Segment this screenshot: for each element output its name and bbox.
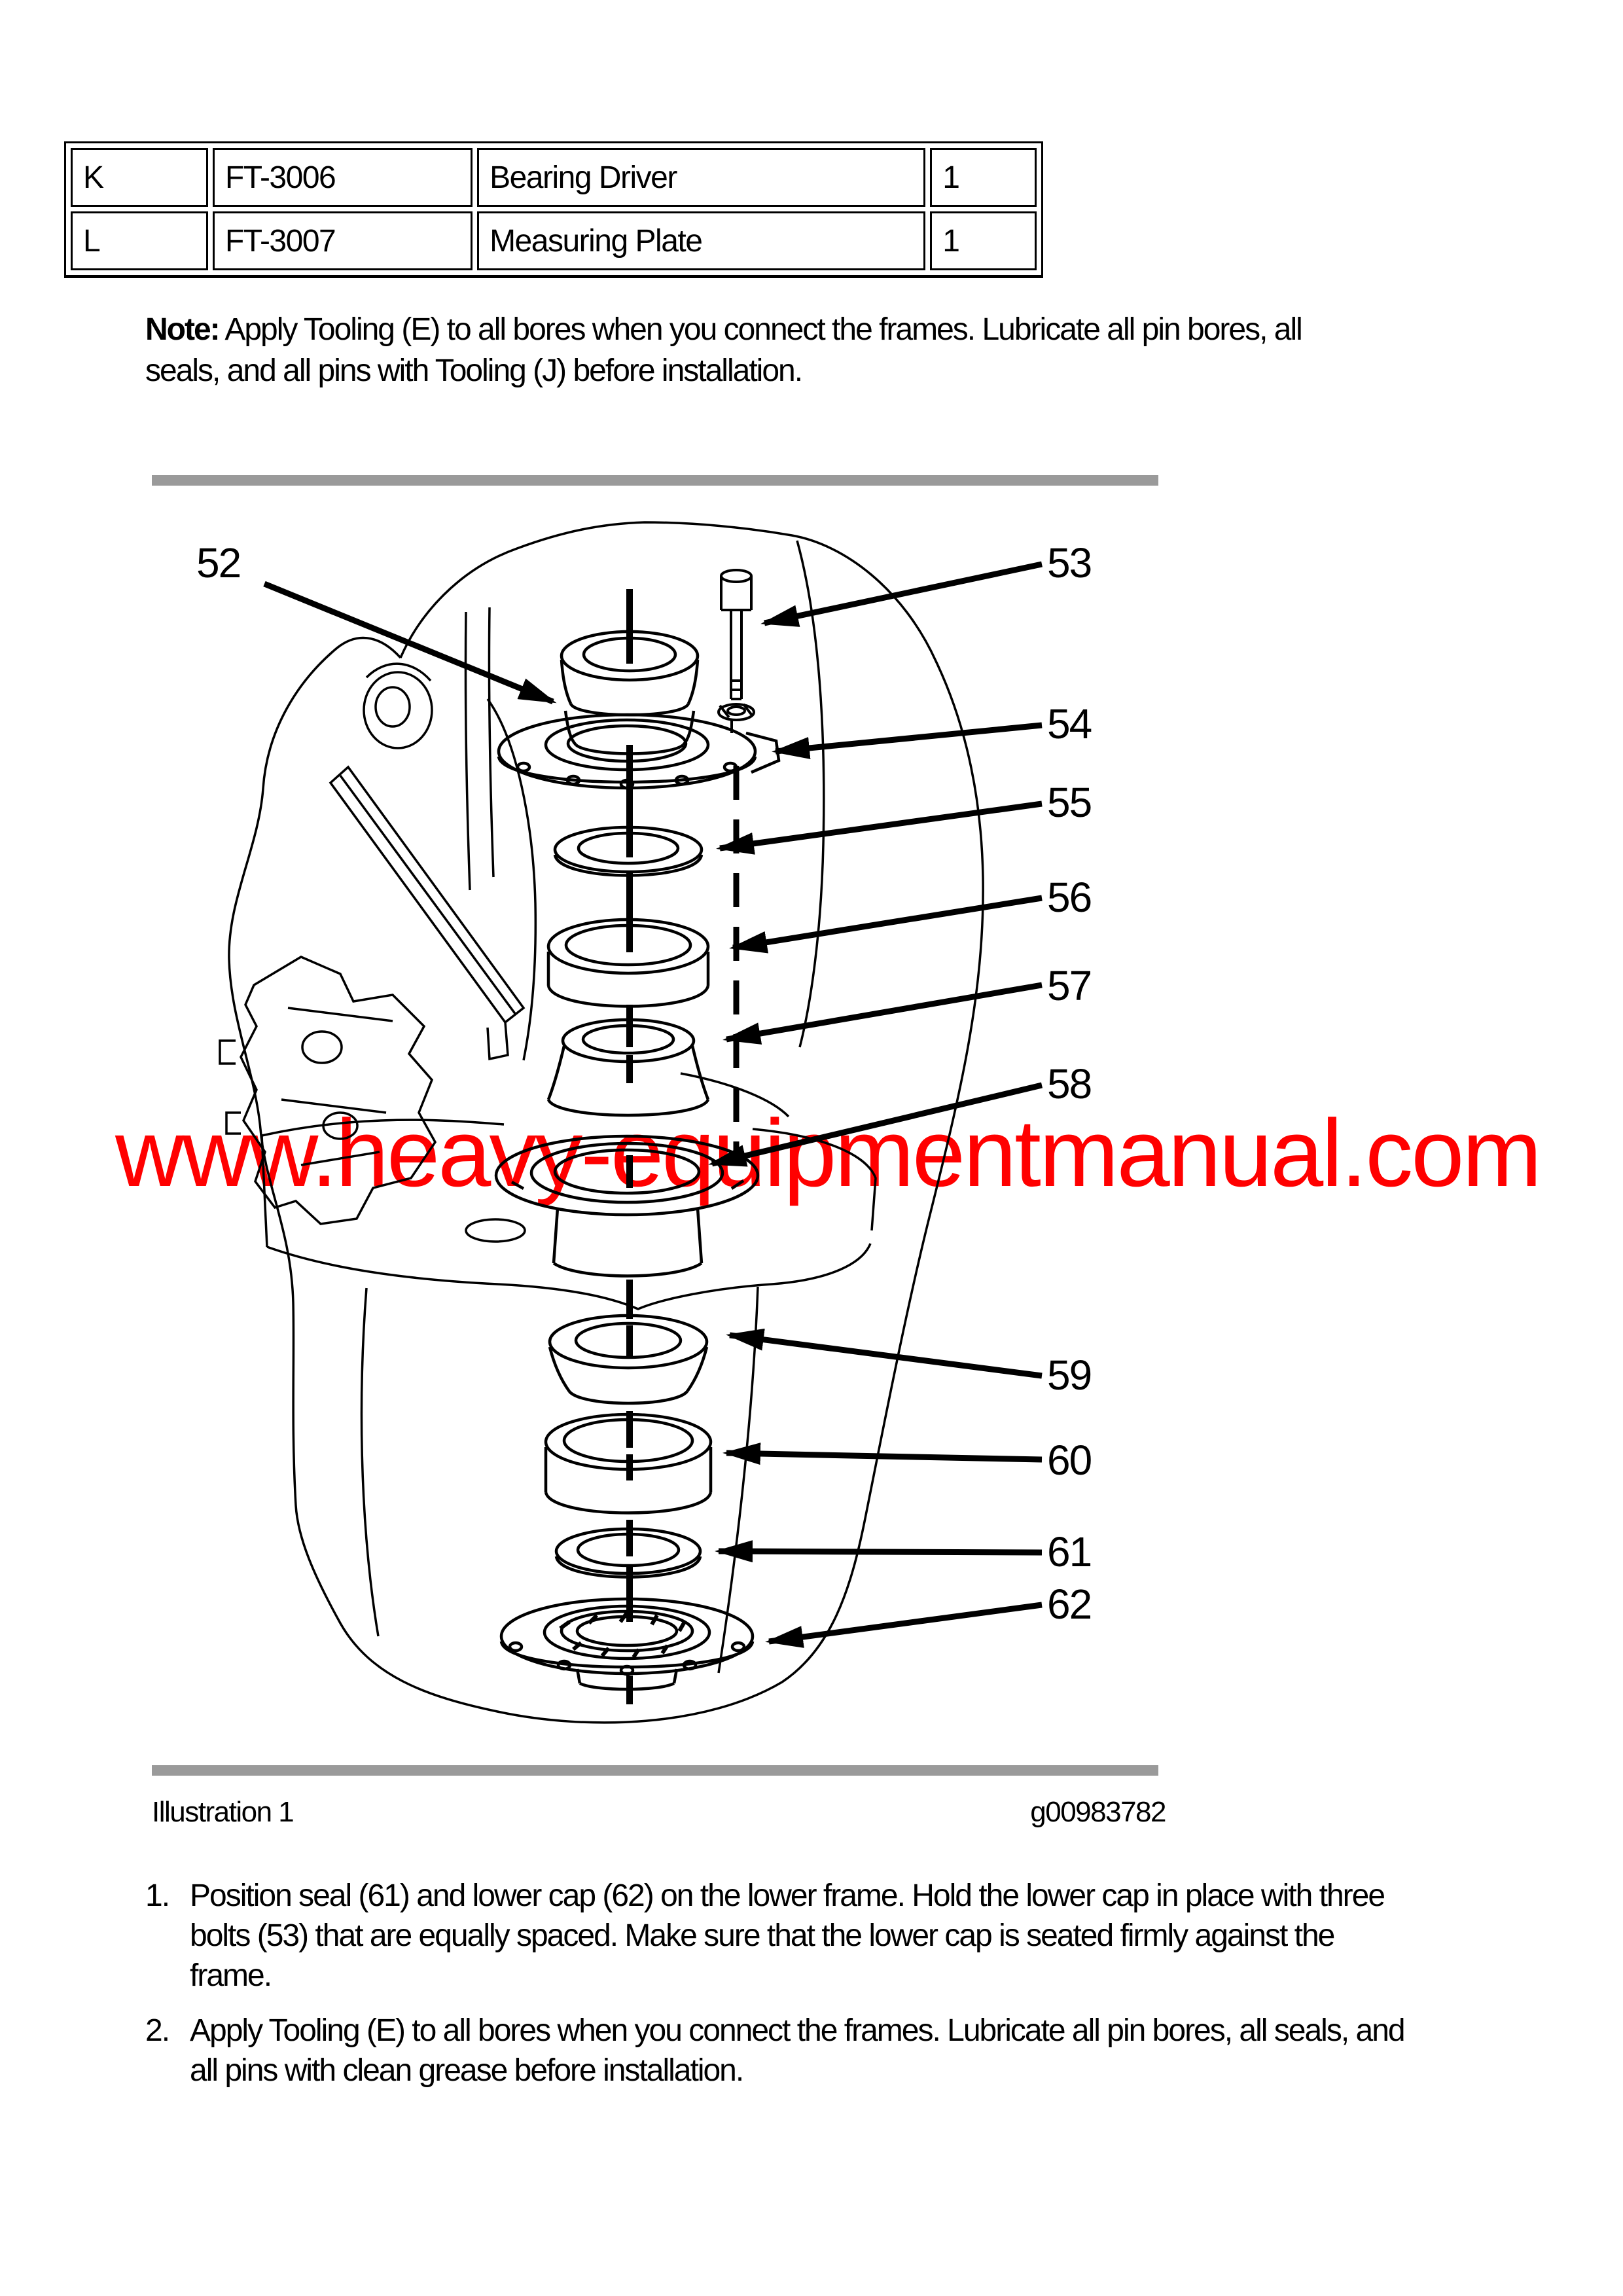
exploded-view-figure (151, 484, 1165, 1767)
note-line-2: seals, and all pins with Tooling (J) before installation. (145, 353, 802, 388)
tool-description: Bearing Driver (477, 148, 925, 207)
step-line: Position seal (61) and lower cap (62) on the lower frame. Hold the lower cap in place with three (190, 1878, 1385, 1913)
callout-58: 58 (1047, 1060, 1092, 1107)
watermark-text: www.heavy-equipmentmanual.com (115, 1100, 1541, 1206)
tool-qty: 1 (930, 211, 1037, 270)
callout-62: 62 (1047, 1581, 1092, 1628)
tool-part-number: FT-3006 (213, 148, 473, 207)
instruction-step (145, 2011, 1539, 2090)
step-line: bolts (53) that are equally spaced. Make sure that the lower cap is seated firmly against the (190, 1918, 1334, 1953)
note-label: Note: (145, 312, 219, 347)
frame-outline (220, 522, 983, 1723)
callout-54: 54 (1047, 700, 1092, 747)
step-number: 2. (145, 2013, 169, 2048)
callout-57: 57 (1047, 962, 1092, 1009)
arrow-54 (776, 725, 1042, 751)
figure-id: g00983782 (1030, 1796, 1166, 1828)
callout-59: 59 (1047, 1352, 1092, 1399)
tool-letter: K (71, 148, 208, 207)
tool-letter: L (71, 211, 208, 270)
step-line: frame. (190, 1958, 272, 1993)
tool-description: Measuring Plate (477, 211, 925, 270)
note-paragraph (145, 309, 1526, 391)
arrow-52 (264, 584, 553, 702)
figure-caption: Illustration 1 (152, 1796, 294, 1828)
arrow-59 (730, 1335, 1042, 1376)
callout-56: 56 (1047, 874, 1092, 921)
callout-55: 55 (1047, 779, 1092, 826)
step-number: 1. (145, 1878, 169, 1913)
arrow-57 (726, 985, 1042, 1039)
instruction-step (145, 1876, 1539, 1996)
tool-part-number: FT-3007 (213, 211, 473, 270)
arrow-60 (726, 1453, 1042, 1460)
callout-60: 60 (1047, 1437, 1092, 1484)
arrow-58 (712, 1085, 1042, 1164)
callout-labels (196, 539, 1092, 1628)
step-line: all pins with clean grease before installation. (190, 2053, 743, 2088)
arrow-55 (720, 804, 1042, 848)
arrow-62 (769, 1605, 1042, 1641)
tool-qty: 1 (930, 148, 1037, 207)
table-row (71, 211, 1037, 270)
bolt-part (719, 570, 754, 1153)
callout-52: 52 (196, 539, 241, 586)
note-line-1 (145, 309, 1526, 350)
callout-arrows (264, 564, 1042, 1641)
tooling-table (64, 141, 1043, 278)
callout-53: 53 (1047, 539, 1092, 586)
callout-61: 61 (1047, 1528, 1092, 1575)
arrow-56 (733, 898, 1042, 948)
table-row (71, 148, 1037, 207)
arrow-61 (719, 1551, 1042, 1552)
step-line: Apply Tooling (E) to all bores when you connect the frames. Lubricate all pin bores, all seals, and (190, 2013, 1404, 2048)
note-text: Apply Tooling (E) to all bores when you connect the frames. Lubricate all pin bores, all (219, 312, 1302, 347)
